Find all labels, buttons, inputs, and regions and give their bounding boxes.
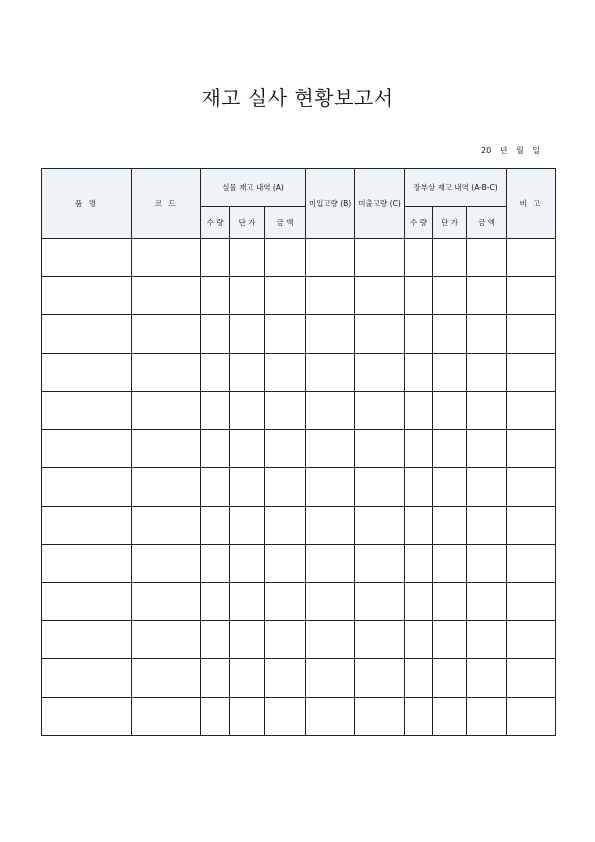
cell-unrecorded-out[interactable] bbox=[355, 391, 405, 429]
cell-code[interactable] bbox=[132, 621, 201, 659]
cell-actual-qty[interactable] bbox=[201, 582, 230, 620]
cell-code[interactable] bbox=[132, 697, 201, 735]
cell-book-unit-price[interactable] bbox=[433, 391, 467, 429]
cell-book-unit-price[interactable] bbox=[433, 697, 467, 735]
cell-actual-unit-price[interactable] bbox=[230, 353, 265, 391]
cell-book-qty[interactable] bbox=[405, 697, 433, 735]
cell-book-unit-price[interactable] bbox=[433, 430, 467, 468]
cell-actual-amount[interactable] bbox=[265, 697, 306, 735]
cell-unrecorded-out[interactable] bbox=[355, 277, 405, 315]
cell-book-qty[interactable] bbox=[405, 353, 433, 391]
table-row bbox=[42, 430, 556, 468]
cell-unrecorded-in[interactable] bbox=[306, 391, 355, 429]
cell-book-amount[interactable] bbox=[467, 697, 507, 735]
cell-book-unit-price[interactable] bbox=[433, 582, 467, 620]
header-item-name: 품 명 bbox=[42, 169, 132, 239]
cell-unrecorded-out[interactable] bbox=[355, 506, 405, 544]
cell-book-amount[interactable] bbox=[467, 277, 507, 315]
cell-book-unit-price[interactable] bbox=[433, 239, 467, 277]
cell-book-qty[interactable] bbox=[405, 391, 433, 429]
cell-unrecorded-in[interactable] bbox=[306, 353, 355, 391]
cell-actual-unit-price[interactable] bbox=[230, 277, 265, 315]
cell-item-name[interactable] bbox=[42, 239, 132, 277]
cell-unrecorded-out[interactable] bbox=[355, 621, 405, 659]
cell-unrecorded-in[interactable] bbox=[306, 621, 355, 659]
header-book-inventory: 장부상 재고 내역 (A-B-C) bbox=[405, 169, 507, 207]
page-title: 재고 실사 현황보고서 bbox=[201, 86, 394, 110]
cell-actual-unit-price[interactable] bbox=[230, 506, 265, 544]
cell-code[interactable] bbox=[132, 506, 201, 544]
cell-actual-unit-price[interactable] bbox=[230, 544, 265, 582]
cell-remarks[interactable] bbox=[507, 544, 556, 582]
cell-unrecorded-in[interactable] bbox=[306, 239, 355, 277]
cell-actual-unit-price[interactable] bbox=[230, 391, 265, 429]
cell-actual-qty[interactable] bbox=[201, 506, 230, 544]
cell-item-name[interactable] bbox=[42, 544, 132, 582]
cell-actual-qty[interactable] bbox=[201, 391, 230, 429]
cell-actual-unit-price[interactable] bbox=[230, 468, 265, 506]
cell-actual-amount[interactable] bbox=[265, 430, 306, 468]
cell-remarks[interactable] bbox=[507, 353, 556, 391]
cell-actual-amount[interactable] bbox=[265, 277, 306, 315]
cell-book-qty[interactable] bbox=[405, 315, 433, 353]
header-book-unit-price: 단 가 bbox=[433, 207, 467, 239]
cell-unrecorded-out[interactable] bbox=[355, 430, 405, 468]
cell-book-unit-price[interactable] bbox=[433, 277, 467, 315]
cell-book-unit-price[interactable] bbox=[433, 621, 467, 659]
cell-actual-unit-price[interactable] bbox=[230, 621, 265, 659]
cell-book-qty[interactable] bbox=[405, 659, 433, 697]
cell-remarks[interactable] bbox=[507, 697, 556, 735]
cell-unrecorded-in[interactable] bbox=[306, 697, 355, 735]
cell-book-amount[interactable] bbox=[467, 239, 507, 277]
cell-actual-qty[interactable] bbox=[201, 621, 230, 659]
cell-code[interactable] bbox=[132, 353, 201, 391]
cell-book-qty[interactable] bbox=[405, 621, 433, 659]
cell-remarks[interactable] bbox=[507, 582, 556, 620]
header-unrecorded-in: 미입고량 (B) bbox=[306, 169, 355, 239]
cell-actual-amount[interactable] bbox=[265, 506, 306, 544]
cell-code[interactable] bbox=[132, 391, 201, 429]
cell-code[interactable] bbox=[132, 315, 201, 353]
cell-item-name[interactable] bbox=[42, 468, 132, 506]
cell-actual-qty[interactable] bbox=[201, 468, 230, 506]
cell-actual-unit-price[interactable] bbox=[230, 697, 265, 735]
header-code: 코 드 bbox=[132, 169, 201, 239]
cell-book-amount[interactable] bbox=[467, 391, 507, 429]
cell-actual-qty[interactable] bbox=[201, 544, 230, 582]
cell-book-amount[interactable] bbox=[467, 430, 507, 468]
header-actual-inventory: 실물 재고 내역 (A) bbox=[201, 169, 306, 207]
cell-item-name[interactable] bbox=[42, 430, 132, 468]
cell-actual-amount[interactable] bbox=[265, 315, 306, 353]
cell-book-unit-price[interactable] bbox=[433, 468, 467, 506]
cell-actual-qty[interactable] bbox=[201, 277, 230, 315]
table-row bbox=[42, 353, 556, 391]
table-row bbox=[42, 391, 556, 429]
cell-book-unit-price[interactable] bbox=[433, 315, 467, 353]
cell-remarks[interactable] bbox=[507, 277, 556, 315]
cell-book-amount[interactable] bbox=[467, 544, 507, 582]
cell-unrecorded-out[interactable] bbox=[355, 315, 405, 353]
cell-book-qty[interactable] bbox=[405, 468, 433, 506]
cell-unrecorded-in[interactable] bbox=[306, 506, 355, 544]
table-row bbox=[42, 621, 556, 659]
cell-actual-amount[interactable] bbox=[265, 659, 306, 697]
cell-actual-unit-price[interactable] bbox=[230, 430, 265, 468]
cell-unrecorded-out[interactable] bbox=[355, 544, 405, 582]
cell-remarks[interactable] bbox=[507, 315, 556, 353]
table-body bbox=[42, 239, 556, 736]
cell-unrecorded-in[interactable] bbox=[306, 277, 355, 315]
cell-code[interactable] bbox=[132, 239, 201, 277]
cell-book-unit-price[interactable] bbox=[433, 544, 467, 582]
cell-remarks[interactable] bbox=[507, 659, 556, 697]
cell-remarks[interactable] bbox=[507, 506, 556, 544]
header-book-qty: 수 량 bbox=[405, 207, 433, 239]
header-actual-unit-price: 단 가 bbox=[230, 207, 265, 239]
cell-book-amount[interactable] bbox=[467, 315, 507, 353]
table-row bbox=[42, 277, 556, 315]
cell-item-name[interactable] bbox=[42, 659, 132, 697]
cell-actual-unit-price[interactable] bbox=[230, 315, 265, 353]
cell-book-amount[interactable] bbox=[467, 468, 507, 506]
cell-unrecorded-out[interactable] bbox=[355, 582, 405, 620]
cell-book-qty[interactable] bbox=[405, 582, 433, 620]
cell-code[interactable] bbox=[132, 468, 201, 506]
cell-item-name[interactable] bbox=[42, 277, 132, 315]
cell-book-amount[interactable] bbox=[467, 659, 507, 697]
header-remarks: 비 고 bbox=[507, 169, 556, 239]
cell-code[interactable] bbox=[132, 659, 201, 697]
cell-unrecorded-out[interactable] bbox=[355, 468, 405, 506]
table-row bbox=[42, 468, 556, 506]
cell-book-qty[interactable] bbox=[405, 277, 433, 315]
cell-code[interactable] bbox=[132, 544, 201, 582]
cell-item-name[interactable] bbox=[42, 697, 132, 735]
cell-code[interactable] bbox=[132, 582, 201, 620]
cell-book-amount[interactable] bbox=[467, 353, 507, 391]
cell-code[interactable] bbox=[132, 430, 201, 468]
cell-book-qty[interactable] bbox=[405, 239, 433, 277]
cell-unrecorded-out[interactable] bbox=[355, 353, 405, 391]
cell-remarks[interactable] bbox=[507, 621, 556, 659]
cell-item-name[interactable] bbox=[42, 353, 132, 391]
cell-remarks[interactable] bbox=[507, 391, 556, 429]
cell-unrecorded-out[interactable] bbox=[355, 659, 405, 697]
cell-remarks[interactable] bbox=[507, 468, 556, 506]
table-row bbox=[42, 315, 556, 353]
table-row bbox=[42, 544, 556, 582]
header-unrecorded-out: 미출고량 (C) bbox=[355, 169, 405, 239]
cell-item-name[interactable] bbox=[42, 391, 132, 429]
cell-actual-qty[interactable] bbox=[201, 659, 230, 697]
cell-actual-unit-price[interactable] bbox=[230, 239, 265, 277]
cell-actual-qty[interactable] bbox=[201, 697, 230, 735]
cell-unrecorded-in[interactable] bbox=[306, 544, 355, 582]
cell-actual-amount[interactable] bbox=[265, 468, 306, 506]
cell-actual-amount[interactable] bbox=[265, 391, 306, 429]
cell-actual-qty[interactable] bbox=[201, 239, 230, 277]
cell-unrecorded-out[interactable] bbox=[355, 239, 405, 277]
cell-book-amount[interactable] bbox=[467, 506, 507, 544]
cell-unrecorded-in[interactable] bbox=[306, 315, 355, 353]
cell-unrecorded-in[interactable] bbox=[306, 582, 355, 620]
cell-unrecorded-in[interactable] bbox=[306, 659, 355, 697]
cell-unrecorded-in[interactable] bbox=[306, 430, 355, 468]
cell-actual-amount[interactable] bbox=[265, 621, 306, 659]
cell-book-unit-price[interactable] bbox=[433, 506, 467, 544]
table-row bbox=[42, 239, 556, 277]
cell-book-qty[interactable] bbox=[405, 544, 433, 582]
header-book-amount: 금 액 bbox=[467, 207, 507, 239]
cell-actual-qty[interactable] bbox=[201, 315, 230, 353]
cell-actual-qty[interactable] bbox=[201, 353, 230, 391]
cell-item-name[interactable] bbox=[42, 582, 132, 620]
cell-book-amount[interactable] bbox=[467, 582, 507, 620]
cell-actual-qty[interactable] bbox=[201, 430, 230, 468]
table-row bbox=[42, 659, 556, 697]
cell-unrecorded-out[interactable] bbox=[355, 697, 405, 735]
table-row bbox=[42, 582, 556, 620]
cell-remarks[interactable] bbox=[507, 239, 556, 277]
cell-actual-amount[interactable] bbox=[265, 353, 306, 391]
cell-book-unit-price[interactable] bbox=[433, 353, 467, 391]
cell-code[interactable] bbox=[132, 277, 201, 315]
cell-remarks[interactable] bbox=[507, 430, 556, 468]
cell-actual-unit-price[interactable] bbox=[230, 582, 265, 620]
date-line: 20 년 월 일 bbox=[481, 146, 540, 155]
header-actual-amount: 금 액 bbox=[265, 207, 306, 239]
cell-actual-amount[interactable] bbox=[265, 239, 306, 277]
cell-book-qty[interactable] bbox=[405, 430, 433, 468]
cell-book-qty[interactable] bbox=[405, 506, 433, 544]
cell-item-name[interactable] bbox=[42, 506, 132, 544]
cell-book-unit-price[interactable] bbox=[433, 659, 467, 697]
inventory-table bbox=[41, 168, 556, 736]
table-row bbox=[42, 506, 556, 544]
cell-actual-unit-price[interactable] bbox=[230, 659, 265, 697]
header-actual-qty: 수 량 bbox=[201, 207, 230, 239]
cell-unrecorded-in[interactable] bbox=[306, 468, 355, 506]
cell-book-amount[interactable] bbox=[467, 621, 507, 659]
cell-actual-amount[interactable] bbox=[265, 544, 306, 582]
cell-actual-amount[interactable] bbox=[265, 582, 306, 620]
cell-item-name[interactable] bbox=[42, 315, 132, 353]
table-row bbox=[42, 697, 556, 735]
cell-item-name[interactable] bbox=[42, 621, 132, 659]
